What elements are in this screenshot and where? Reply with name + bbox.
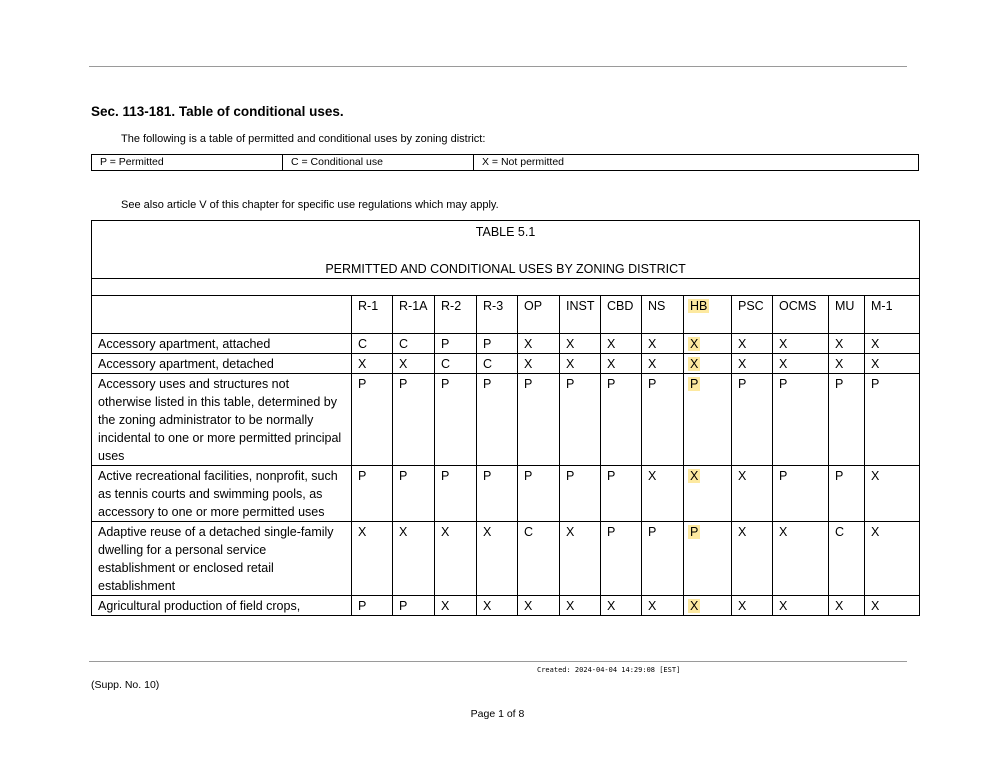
permission-value: X [358,357,367,371]
use-description: Accessory uses and structures not otherwise listed in this table, determined by the zoning administrator to be normally incidental to one or more permitted principal uses [92,374,352,466]
district-label: MU [835,299,855,313]
table-title: PERMITTED AND CONDITIONAL USES BY ZONING DISTRICT [325,262,686,276]
permission-cell [684,354,732,374]
permission-cell [732,354,773,374]
permission-cell [518,596,560,616]
spacer-row [92,279,920,296]
permission-value: P [524,377,533,391]
permission-cell [773,334,829,354]
permission-cell [352,334,393,354]
permission-cell [773,374,829,466]
permission-cell [829,374,865,466]
permission-cell [601,466,642,522]
permission-value: X [871,357,880,371]
permission-cell [732,466,773,522]
district-header [352,296,393,334]
permission-value: X [779,337,788,351]
use-description: Accessory apartment, detached [92,354,352,374]
permission-value: P [779,469,788,483]
permission-value: X [648,469,657,483]
legend-not-permitted: X = Not permitted [482,156,564,168]
permission-value: P [441,377,450,391]
permission-value: C [358,337,368,351]
permission-value: P [566,377,575,391]
permission-value: X [441,599,450,613]
permission-cell [865,374,920,466]
permission-value: P [871,377,880,391]
permission-value: X [358,525,367,539]
permission-cell [518,466,560,522]
permission-value: X [690,469,699,483]
permission-value: P [441,469,450,483]
permission-cell [352,466,393,522]
permission-cell [393,374,435,466]
permission-value: X [441,525,450,539]
permission-value: X [871,525,880,539]
permission-cell [435,354,477,374]
table-row [92,522,920,596]
permission-cell [352,522,393,596]
district-header [865,296,920,334]
section-title: Sec. 113-181. Table of conditional uses. [91,104,344,119]
permission-value: X [399,357,408,371]
use-description: Agricultural production of field crops, [92,596,352,616]
permission-value: P [483,469,492,483]
permission-value: P [835,469,844,483]
district-label: R-2 [441,299,462,313]
permission-value: X [690,337,699,351]
permission-value: X [524,599,533,613]
zoning-uses-table [91,220,920,616]
permission-cell [732,522,773,596]
district-label: INST [566,299,595,313]
permission-value: X [779,357,788,371]
permission-cell [601,374,642,466]
district-header [518,296,560,334]
permission-cell [518,374,560,466]
permission-cell [601,596,642,616]
permission-value: X [524,337,533,351]
permission-cell [684,334,732,354]
permission-value: X [779,525,788,539]
permission-cell [642,596,684,616]
permission-value: X [524,357,533,371]
district-header [732,296,773,334]
district-label: M-1 [871,299,893,313]
permission-value: X [871,337,880,351]
permission-value: X [648,599,657,613]
legend-permitted: P = Permitted [92,155,283,170]
district-label: R-1A [399,299,428,313]
permission-value: P [483,377,492,391]
permission-cell [435,466,477,522]
permission-cell [393,522,435,596]
permission-cell [642,374,684,466]
permission-cell [642,354,684,374]
district-label: R-3 [483,299,504,313]
permission-cell [435,334,477,354]
use-description: Accessory apartment, attached [92,334,352,354]
permission-cell [773,596,829,616]
permission-value: P [566,469,575,483]
district-header [477,296,518,334]
permission-value: X [483,525,492,539]
permission-cell [642,334,684,354]
permission-cell [435,596,477,616]
permission-value: P [399,469,408,483]
permission-value: X [738,337,747,351]
permission-cell [642,466,684,522]
permission-cell [829,466,865,522]
use-description: Adaptive reuse of a detached single-family dwelling for a personal service establishment or enclosed retail establishment [92,522,352,596]
see-also-text: See also article V of this chapter for specific use regulations which may apply. [121,199,499,211]
permission-value: X [690,357,699,371]
permission-value: C [483,357,493,371]
permission-value: P [524,469,533,483]
permission-cell [601,522,642,596]
district-header [601,296,642,334]
permission-value: X [738,525,747,539]
permission-cell [732,596,773,616]
district-label: CBD [607,299,634,313]
permission-value: P [358,377,367,391]
district-label: OP [524,299,543,313]
permission-value: X [607,357,616,371]
permission-cell [352,374,393,466]
district-label: OCMS [779,299,817,313]
permission-value: X [835,357,844,371]
permission-cell [560,522,601,596]
table-number: TABLE 5.1 [475,225,536,239]
table-row [92,466,920,522]
permission-value: X [399,525,408,539]
permission-cell [732,374,773,466]
permission-value: X [871,599,880,613]
permission-value: X [779,599,788,613]
permission-cell [829,354,865,374]
permission-cell [684,374,732,466]
permission-cell [829,522,865,596]
district-header [435,296,477,334]
permission-value: P [483,337,492,351]
permission-value: P [779,377,788,391]
permission-cell [601,354,642,374]
permission-cell [435,522,477,596]
created-timestamp: Created: 2024-04-04 14:29:08 [EST] [537,666,681,674]
district-label: NS [648,299,666,313]
permission-cell [560,354,601,374]
permission-value: X [648,357,657,371]
permission-cell [684,522,732,596]
permission-value: X [566,357,575,371]
permission-cell [773,466,829,522]
permission-cell [393,466,435,522]
permission-value: X [871,469,880,483]
permission-cell [477,334,518,354]
permission-cell [352,596,393,616]
district-header [829,296,865,334]
permission-value: X [566,525,575,539]
permission-value: X [738,357,747,371]
bottom-rule [89,661,907,662]
permission-cell [393,596,435,616]
legend-conditional: C = Conditional use [283,155,474,170]
district-header [393,296,435,334]
permission-cell [865,522,920,596]
permission-value: P [738,377,747,391]
table-row [92,334,920,354]
permission-value: P [358,469,367,483]
permission-cell [865,466,920,522]
permission-cell [477,522,518,596]
permission-cell [601,334,642,354]
permission-cell [773,522,829,596]
permission-cell [477,596,518,616]
permission-value: P [607,469,616,483]
permission-value: P [835,377,844,391]
permission-cell [684,466,732,522]
permission-value: P [358,599,367,613]
district-label: PSC [738,299,764,313]
use-description: Active recreational facilities, nonprofit, such as tennis courts and swimming pools, as accessory to one or more permitted uses [92,466,352,522]
permission-cell [518,522,560,596]
permission-cell [352,354,393,374]
permission-cell [477,374,518,466]
district-header-row [92,296,920,334]
permission-cell [435,374,477,466]
permission-cell [684,596,732,616]
permission-cell [865,354,920,374]
district-header [642,296,684,334]
permission-value: P [399,599,408,613]
permission-cell [477,466,518,522]
table-title-cell [92,221,920,279]
permission-value: X [690,599,699,613]
permission-cell [773,354,829,374]
permission-cell [560,334,601,354]
district-header [560,296,601,334]
permission-cell [393,334,435,354]
permission-cell [518,354,560,374]
top-rule [89,66,907,67]
permission-value: X [483,599,492,613]
permission-value: P [648,377,657,391]
legend-table [91,154,919,171]
permission-value: C [524,525,534,539]
permission-value: C [835,525,845,539]
permission-cell [560,596,601,616]
permission-value: X [835,337,844,351]
intro-text: The following is a table of permitted and conditional uses by zoning district: [121,133,486,145]
permission-value: X [738,469,747,483]
district-label: R-1 [358,299,379,313]
table-row [92,354,920,374]
permission-cell [393,354,435,374]
permission-cell [518,334,560,354]
header-blank-cell [92,296,352,334]
permission-cell [865,596,920,616]
permission-cell [477,354,518,374]
permission-cell [560,466,601,522]
permission-value: X [648,337,657,351]
permission-value: X [835,599,844,613]
permission-cell [829,334,865,354]
permission-value: C [399,337,409,351]
permission-value: P [607,525,616,539]
table-row [92,596,920,616]
district-header [773,296,829,334]
permission-value: X [607,599,616,613]
supplement-number: (Supp. No. 10) [91,679,160,691]
permission-cell [829,596,865,616]
district-header [684,296,732,334]
permission-value: C [441,357,451,371]
permission-cell [865,334,920,354]
permission-value: P [648,525,657,539]
permission-value: P [690,377,699,391]
permission-value: P [607,377,616,391]
permission-cell [560,374,601,466]
permission-value: X [566,599,575,613]
table-row [92,374,920,466]
permission-value: P [690,525,699,539]
permission-value: X [607,337,616,351]
district-label: HB [690,299,708,313]
permission-cell [732,334,773,354]
permission-cell [642,522,684,596]
permission-value: X [566,337,575,351]
permission-value: P [399,377,408,391]
permission-value: X [738,599,747,613]
permission-value: P [441,337,450,351]
page-number: Page 1 of 8 [470,708,525,720]
